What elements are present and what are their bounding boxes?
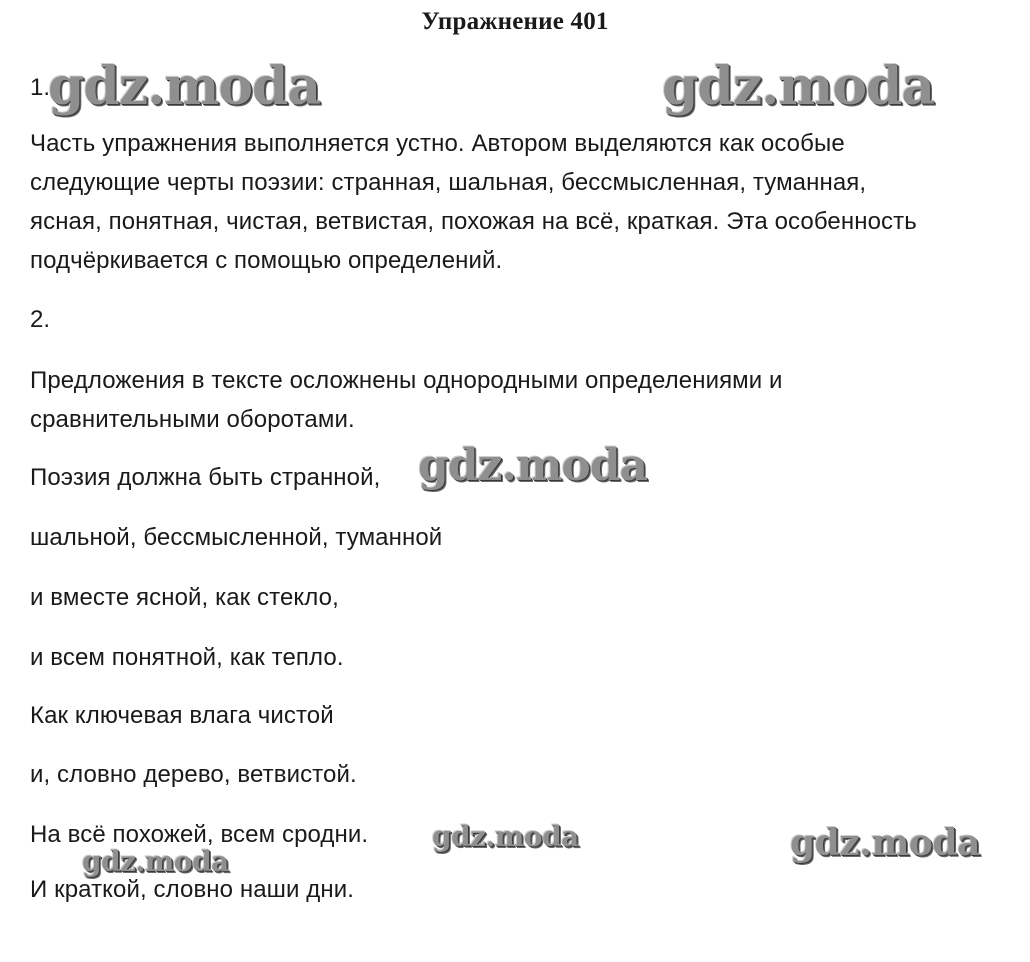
poem-line-2: шальной, бессмысленной, туманной <box>30 524 443 551</box>
poem-line-4: и всем понятной, как тепло. <box>30 644 344 671</box>
poem-line-5: Как ключевая влага чистой <box>30 702 334 729</box>
poem-line-7: На всё похожей, всем сродни. <box>30 821 369 848</box>
watermark-logo: gdz.moda <box>48 56 321 117</box>
section-1-paragraph <box>30 124 1005 280</box>
watermark-logo: gdz.moda <box>418 440 648 491</box>
watermark-logo: gdz.moda <box>662 56 935 117</box>
poem-line-6: и, словно дерево, ветвистой. <box>30 761 357 788</box>
section-1-number: 1. <box>30 74 51 101</box>
section-2-intro <box>30 361 1005 439</box>
watermark-logo: gdz.moda <box>82 845 229 878</box>
paragraph-line: подчёркивается с помощью определений. <box>30 247 503 274</box>
poem-line-8: И краткой, словно наши дни. <box>30 876 355 903</box>
watermark-logo: gdz.moda <box>790 822 980 864</box>
paragraph-line: следующие черты поэзии: странная, шальная, бессмысленная, туманная, <box>30 169 867 196</box>
watermark-logo: gdz.moda <box>432 820 579 853</box>
section-2-number: 2. <box>30 306 51 333</box>
page-title: Упражнение 401 <box>421 8 609 35</box>
paragraph-line: сравнительными оборотами. <box>30 406 355 433</box>
paragraph-line: Часть упражнения выполняется устно. Автором выделяются как особые <box>30 130 845 157</box>
paragraph-line: Предложения в тексте осложнены однородными определениями и <box>30 367 783 394</box>
paragraph-line: ясная, понятная, чистая, ветвистая, похожая на всё, краткая. Эта особенность <box>30 208 917 235</box>
poem-line-3: и вместе ясной, как стекло, <box>30 584 339 611</box>
poem-line-1: Поэзия должна быть странной, <box>30 464 381 491</box>
